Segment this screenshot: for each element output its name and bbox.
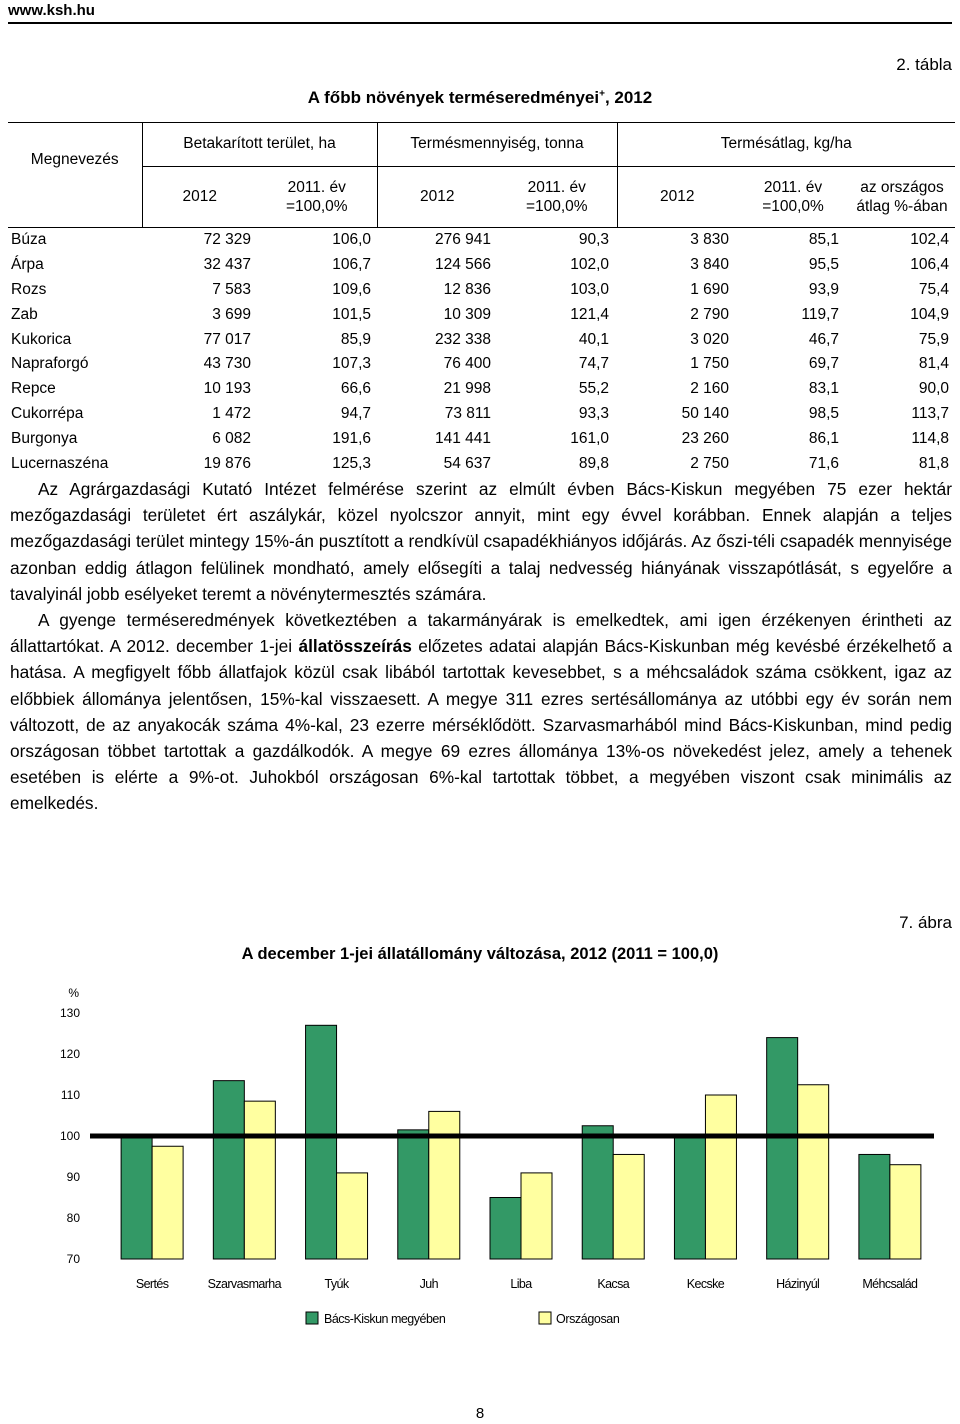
- cell-yield: 3 020: [690, 330, 729, 348]
- legend-label-national: Országosan: [556, 1312, 620, 1326]
- bar-national: [613, 1154, 644, 1259]
- crop-table-body: [8, 228, 955, 476]
- cell-yield: 1 750: [690, 355, 729, 373]
- y-tick-label: 90: [66, 1170, 80, 1184]
- cell-qty: 141 441: [434, 429, 491, 447]
- cell-qty: 276 941: [434, 231, 491, 249]
- bar-county: [490, 1198, 521, 1260]
- cell-yield-idx: 83,1: [808, 380, 839, 398]
- cell-area: 72 329: [203, 231, 251, 249]
- cell-yield: 50 140: [681, 404, 729, 422]
- y-tick-label: 100: [59, 1129, 80, 1143]
- table-row: [8, 253, 955, 278]
- cell-nat: 75,9: [918, 330, 949, 348]
- cell-yield-idx: 86,1: [808, 429, 839, 447]
- y-tick-label: 80: [66, 1211, 80, 1225]
- cell-area-idx: 125,3: [332, 454, 371, 472]
- cell-qty-idx: 102,0: [570, 256, 609, 274]
- table-row: [8, 451, 955, 476]
- paragraph-livestock-part1: A gyenge terméseredmények következtében a takarmányárak is emelkedtek, ami igen érzékenyen érintheti az állattartókat. A 2012. december 1-jei: [10, 610, 952, 657]
- legend-swatch-county: [306, 1312, 318, 1324]
- column-group-quantity: Termésmennyiség, tonna: [377, 123, 617, 167]
- paragraph-livestock-bold: állatösszeírás: [298, 636, 412, 657]
- crop-name: Zab: [11, 305, 38, 323]
- cell-nat: 104,9: [910, 305, 949, 323]
- bar-county: [859, 1154, 890, 1259]
- legend-swatch-national: [539, 1312, 551, 1324]
- cell-qty-idx: 89,8: [578, 454, 609, 472]
- x-category-label: Tyúk: [324, 1277, 349, 1291]
- table-row: [8, 352, 955, 377]
- bar-county: [674, 1136, 705, 1259]
- cell-yield: 2 750: [690, 454, 729, 472]
- crop-name: Repce: [11, 380, 56, 398]
- x-category-label: Szarvasmarha: [207, 1277, 282, 1291]
- header-line: 2011. év: [527, 178, 586, 196]
- cell-yield: 3 840: [690, 256, 729, 274]
- bar-national: [798, 1085, 829, 1259]
- column-header-area-index: [257, 166, 377, 227]
- x-category-label: Házinyúl: [776, 1277, 820, 1291]
- cell-yield-idx: 69,7: [808, 355, 839, 373]
- cell-qty-idx: 93,3: [578, 404, 609, 422]
- cell-yield-idx: 98,5: [808, 404, 839, 422]
- x-category-label: Kecske: [686, 1277, 725, 1291]
- crop-name: Lucernaszéna: [11, 454, 109, 472]
- y-tick-label: 70: [66, 1252, 80, 1266]
- paragraph-drought: Az Agrárgazdasági Kutató Intézet felmérése szerint az elmúlt évben Bács-Kiskun megyében 75 ezer hektár mezőgazdasági területet ért aszálykár, közel nyolcszor annyit, mint egy évvel korábban. Ennek alapján a teljes mezőgazdasági terület mintegy 15%-án pusztított a rendkívül csapadékhiányos időjárás. Az őszi-téli csapadék mennyisége azonban eddig átlagon felülinek mondható, amely elősegíti a talaj nedvesség hiányának visszapótlását, s egyelőre a tavalyinál jobb esélyeket teremt a növénytermesztés számára.: [10, 479, 952, 604]
- paragraph-livestock-part2: előzetes adatai alapján Bács-Kiskunban még kevésbé érzékelhető a hatása. A megfigyelt főbb állatfajok közül csak libából tartottak kevesebbet, s a méhcsaládok száma csökkent, igaz az előbbiek állománya jelentősen, 15%-kal visszaesett. A megye 311 ezres sertésállománya az utóbbi egy év során nem változott, de az anyakocák száma 4%-kal, 23 ezerre mérséklődött. Szarvasmarhából mind Bács-Kiskunban, mind pedig országosan többet tartottak a gazdálkodók. A megye 69 ezres állománya 13%-os növekedést jelez, amely a tehenek esetében is elérte a 9%-ot. Juhokból országosan 6%-kal tartottak többet, a megyében viszont csak minimális az emelkedés.: [10, 636, 952, 814]
- x-category-label: Kacsa: [597, 1277, 630, 1291]
- table-row: [8, 302, 955, 327]
- cell-yield: 3 830: [690, 231, 729, 249]
- cell-area: 19 876: [203, 454, 251, 472]
- cell-area-idx: 94,7: [340, 404, 371, 422]
- paragraph-livestock: [10, 607, 952, 817]
- crop-name: Kukorica: [11, 330, 72, 348]
- table-row: [8, 426, 955, 451]
- cell-area: 77 017: [203, 330, 251, 348]
- table-row: [8, 377, 955, 402]
- cell-qty: 73 811: [444, 404, 491, 422]
- column-header-yield-2012: 2012: [617, 166, 737, 227]
- livestock-change-chart: [0, 975, 960, 1385]
- table-row: [8, 402, 955, 427]
- cell-nat: 114,8: [911, 429, 949, 447]
- bar-county: [767, 1038, 798, 1259]
- figure-number: 7. ábra: [899, 913, 952, 932]
- header-line: =100,0%: [285, 197, 348, 215]
- cell-area: 3 699: [212, 305, 251, 323]
- cell-qty: 10 309: [443, 305, 491, 323]
- y-axis-unit-label: %: [68, 986, 79, 1000]
- header-line: 2011. év: [287, 178, 346, 196]
- column-header-quantity-2012: 2012: [377, 166, 497, 227]
- cell-nat: 81,8: [918, 454, 949, 472]
- bar-county: [582, 1126, 613, 1259]
- cell-qty-idx: 74,7: [578, 355, 609, 373]
- table-title-footnote-mark: +: [599, 88, 605, 100]
- cell-nat: 81,4: [918, 355, 949, 373]
- bar-national: [152, 1146, 183, 1259]
- cell-qty-idx: 90,3: [578, 231, 609, 249]
- cell-yield: 1 690: [690, 280, 729, 298]
- crop-results-table: [8, 122, 955, 476]
- cell-area-idx: 66,6: [340, 380, 371, 398]
- x-category-label: Juh: [419, 1277, 438, 1291]
- cell-qty-idx: 55,2: [578, 380, 609, 398]
- cell-nat: 102,4: [910, 231, 949, 249]
- bar-national: [337, 1173, 368, 1259]
- column-group-area: Betakarított terület, ha: [142, 123, 377, 167]
- x-category-label: Liba: [510, 1277, 532, 1291]
- chart-title: A december 1-jei állatállomány változása, 2012 (2011 = 100,0): [241, 945, 719, 963]
- cell-area: 7 583: [212, 280, 251, 298]
- cell-nat: 90,0: [918, 380, 949, 398]
- column-header-national-average: [849, 166, 955, 227]
- table-title: [0, 88, 960, 108]
- bar-national: [521, 1173, 552, 1259]
- y-tick-label: 120: [59, 1047, 80, 1061]
- cell-area-idx: 109,6: [332, 280, 371, 298]
- cell-area-idx: 191,6: [332, 429, 371, 447]
- header-divider: [8, 22, 952, 24]
- cell-qty-idx: 103,0: [570, 280, 609, 298]
- cell-qty: 232 338: [434, 330, 491, 348]
- bar-county: [306, 1025, 337, 1259]
- table-row: [8, 228, 955, 253]
- cell-area-idx: 106,7: [332, 256, 371, 274]
- bar-national: [244, 1101, 275, 1259]
- cell-area-idx: 101,5: [332, 305, 371, 323]
- cell-qty-idx: 121,4: [570, 305, 609, 323]
- y-tick-label: 130: [59, 1006, 80, 1020]
- bar-county: [121, 1136, 152, 1259]
- x-category-label: Sertés: [135, 1277, 169, 1291]
- cell-qty: 12 836: [443, 280, 491, 298]
- cell-nat: 113,7: [911, 404, 949, 422]
- crop-name: Napraforgó: [11, 355, 89, 373]
- bar-county: [398, 1130, 429, 1259]
- table-row: [8, 327, 955, 352]
- table-row: [8, 278, 955, 303]
- cell-area: 1 472: [212, 404, 251, 422]
- text-block: [10, 476, 952, 817]
- legend-label-county: Bács-Kiskun megyében: [324, 1312, 446, 1326]
- crop-name: Burgonya: [11, 429, 78, 447]
- cell-yield-idx: 46,7: [808, 330, 839, 348]
- crop-name: Rozs: [11, 280, 47, 298]
- cell-nat: 75,4: [918, 280, 949, 298]
- header-line: átlag %-ában: [856, 197, 948, 215]
- crop-name: Búza: [11, 231, 47, 249]
- site-url[interactable]: www.ksh.hu: [8, 2, 95, 19]
- bar-national: [705, 1095, 736, 1259]
- table-title-text: A főbb növények terméseredményei: [307, 88, 600, 107]
- column-header-yield-index: [737, 166, 849, 227]
- cell-qty-idx: 161,0: [570, 429, 609, 447]
- cell-yield: 23 260: [681, 429, 729, 447]
- cell-area-idx: 85,9: [340, 330, 371, 348]
- cell-qty-idx: 40,1: [578, 330, 609, 348]
- header-line: =100,0%: [762, 197, 824, 215]
- cell-yield-idx: 85,1: [808, 231, 839, 249]
- y-tick-label: 110: [60, 1088, 80, 1102]
- crop-name: Cukorrépa: [11, 404, 84, 422]
- cell-area: 6 082: [212, 429, 251, 447]
- table-title-year: , 2012: [604, 88, 653, 107]
- cell-area-idx: 106,0: [332, 231, 371, 249]
- cell-qty: 76 400: [443, 355, 491, 373]
- cell-area: 43 730: [203, 355, 251, 373]
- bar-national: [890, 1165, 921, 1259]
- header-line: 2011. év: [763, 178, 823, 196]
- cell-yield: 2 160: [690, 380, 729, 398]
- column-header-quantity-index: [497, 166, 617, 227]
- cell-yield-idx: 119,7: [801, 305, 839, 323]
- cell-nat: 106,4: [910, 256, 949, 274]
- column-header-name: Megnevezés: [8, 123, 142, 228]
- table-number: 2. tábla: [896, 55, 952, 74]
- cell-yield: 2 790: [690, 305, 729, 323]
- cell-area: 32 437: [203, 256, 251, 274]
- cell-qty: 124 566: [434, 256, 491, 274]
- cell-yield-idx: 93,9: [808, 280, 839, 298]
- column-header-area-2012: 2012: [142, 166, 257, 227]
- header-line: az országos: [860, 178, 944, 196]
- page-number: 8: [475, 1405, 485, 1422]
- bar-county: [213, 1081, 244, 1259]
- cell-yield-idx: 95,5: [808, 256, 839, 274]
- column-group-yield: Termésátlag, kg/ha: [617, 123, 955, 167]
- header-line: =100,0%: [525, 197, 588, 215]
- cell-qty: 54 637: [443, 454, 491, 472]
- cell-area-idx: 107,3: [332, 355, 371, 373]
- crop-name: Árpa: [11, 256, 44, 274]
- cell-yield-idx: 71,6: [808, 454, 839, 472]
- cell-qty: 21 998: [443, 380, 491, 398]
- x-category-label: Méhcsalád: [862, 1277, 918, 1291]
- cell-area: 10 193: [203, 380, 251, 398]
